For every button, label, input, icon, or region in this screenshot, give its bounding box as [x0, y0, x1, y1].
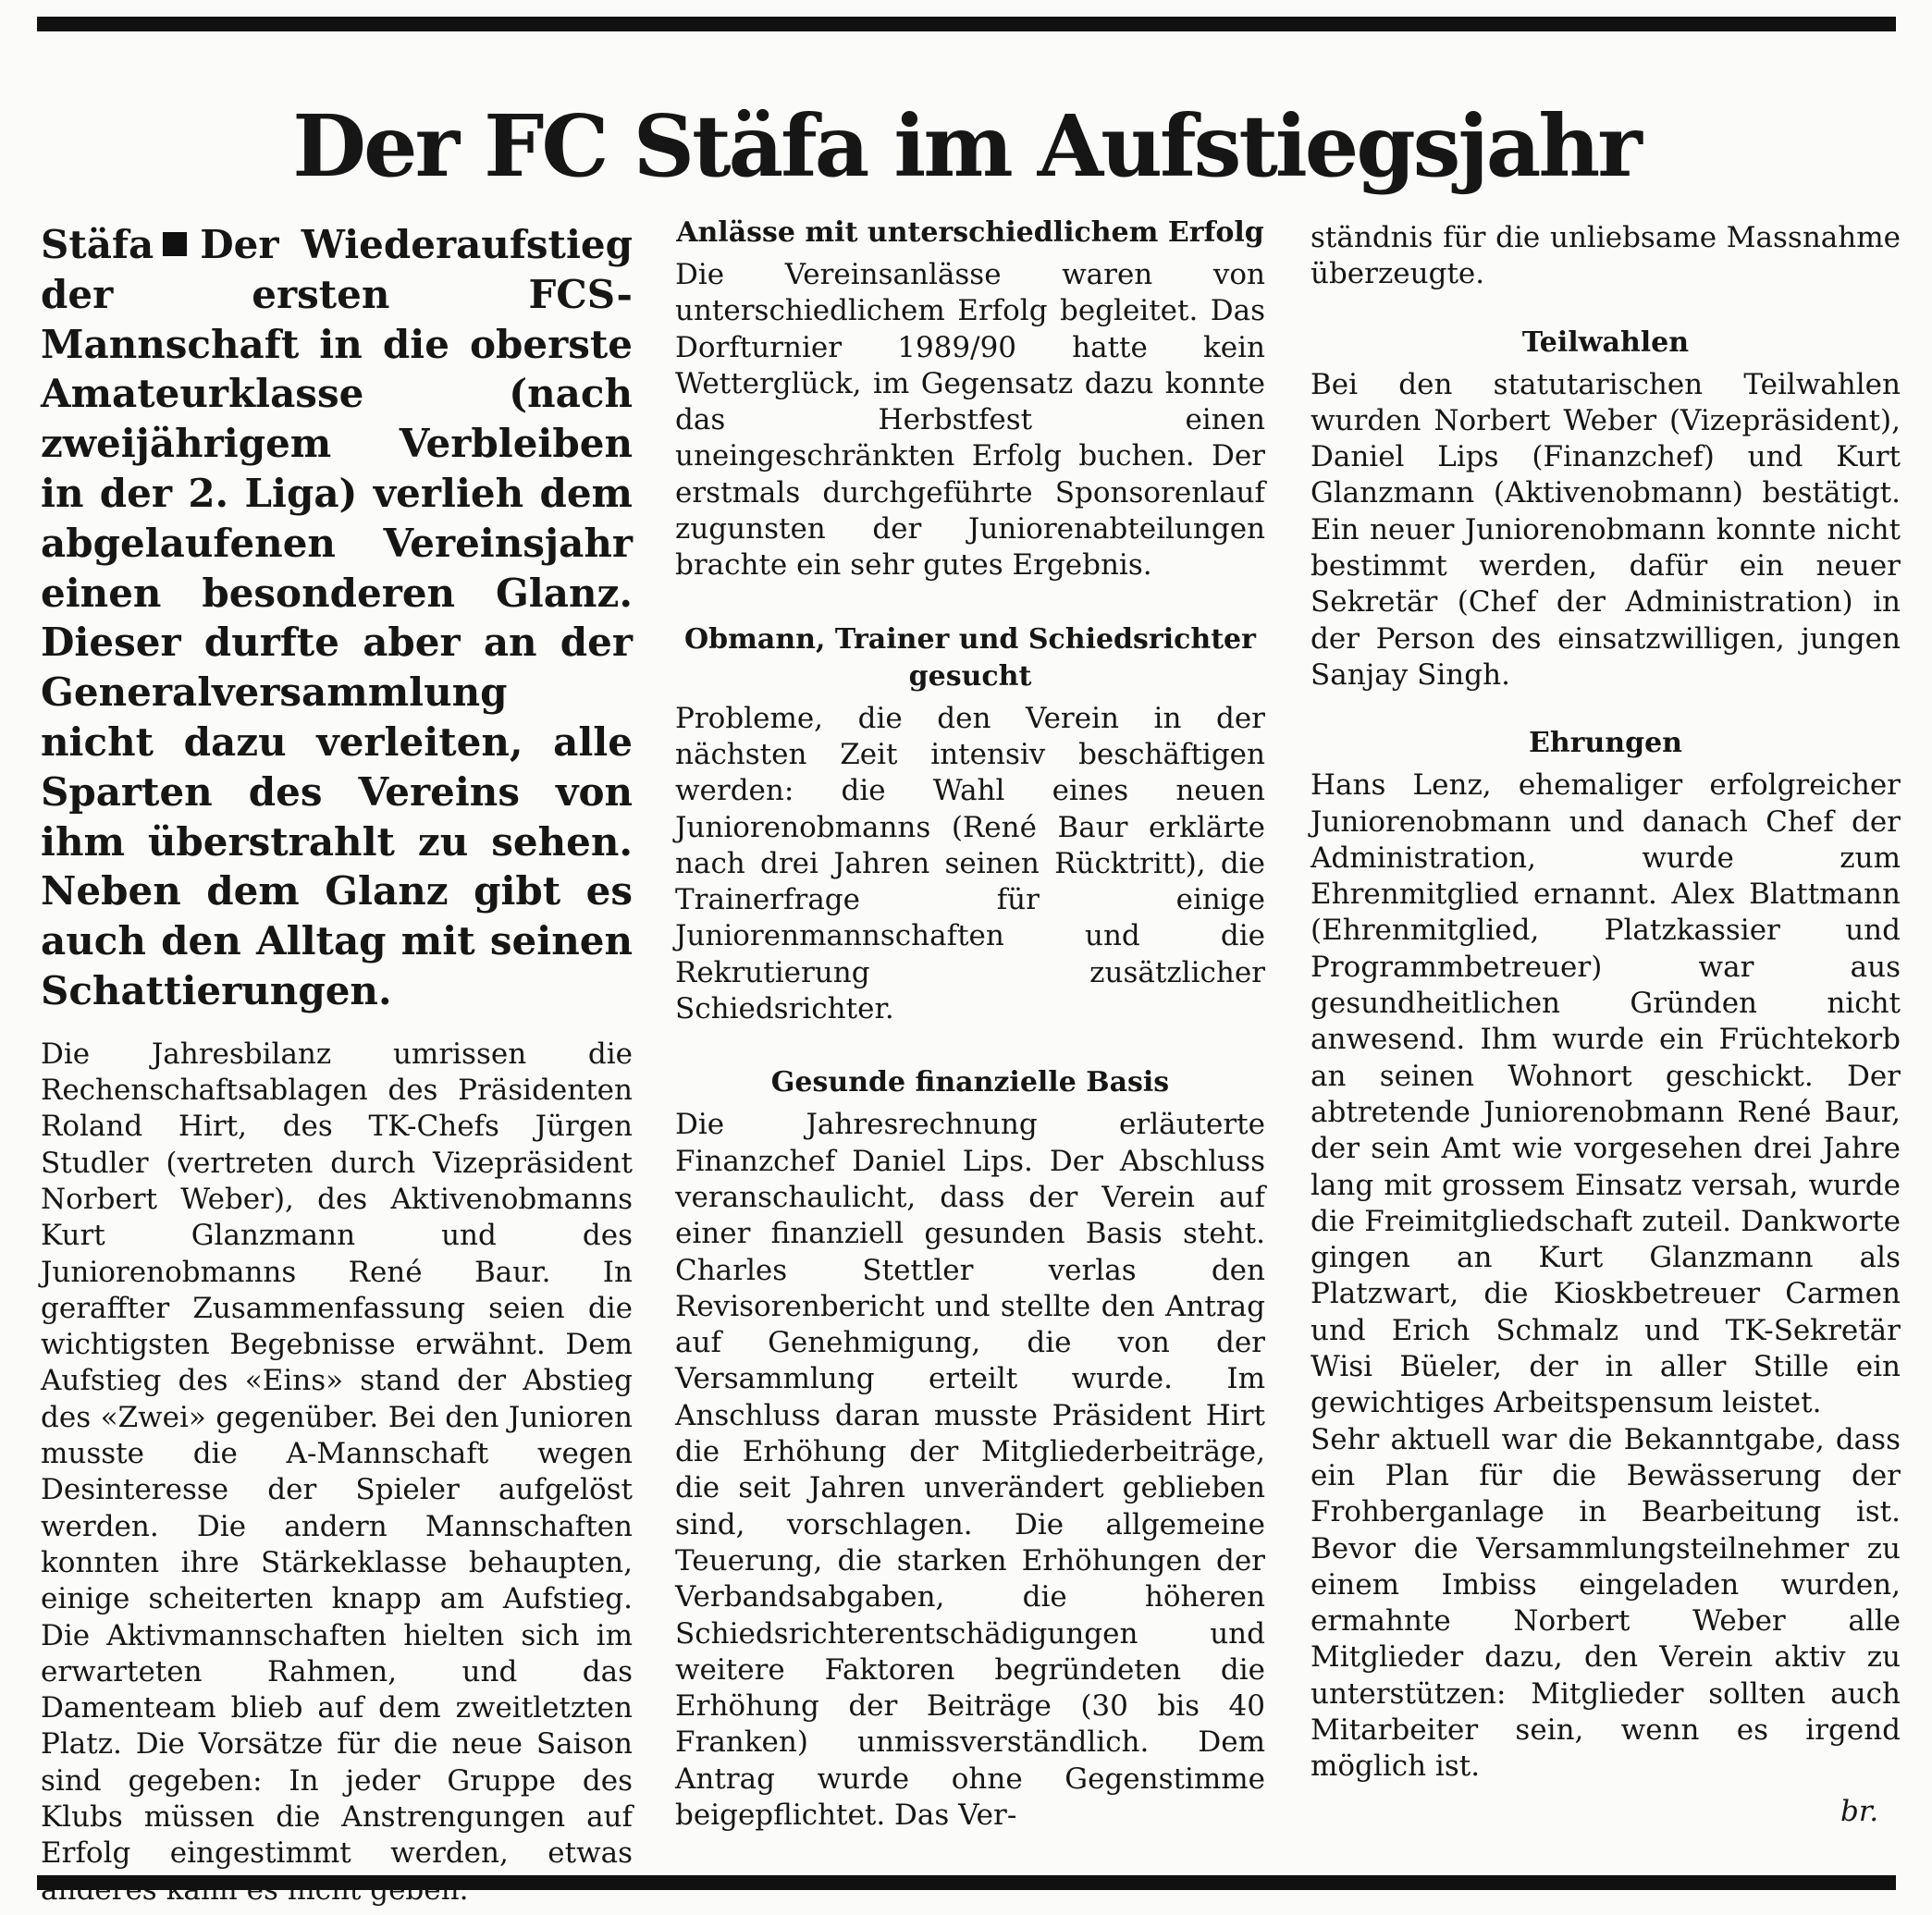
headline: Der FC Stäfa im Aufstiegsjahr: [292, 96, 1640, 196]
heading-finanzen: Gesunde finanzielle Basis: [770, 1066, 1170, 1099]
body-teilwahlen: Bei den statutarischen Teilwahlen wurden Norbert Weber (Vizepräsident), Daniel Lips (Finanzchef) und Kurt Glanzmann (Aktivenobmann) bestätigt. Ein neuer Juniorenobmann konnte nicht bestimmt werden, dafür ein neuer Sekretär (Chef der Administration) in der Person des einsatzwilligen, jungen Sanjay Singh.: [1311, 367, 1901, 692]
heading-teilwahlen: Teilwahlen: [1521, 325, 1690, 359]
bottom-rule: [37, 1875, 1896, 1890]
lead-place: Stäfa: [41, 222, 154, 267]
lead-paragraph: [41, 220, 633, 1016]
top-rule: [37, 17, 1896, 31]
square-bullet-icon: [163, 232, 187, 256]
body-ehrungen: Hans Lenz, ehemaliger erfolgreicher Juniorenobmann und danach Chef der Administration, wurde zum Ehrenmitglied ernannt. Alex Blattmann (Ehrenmitglied, Platzkassier und Programmbetreuer) war aus gesundheitlichen Gründen nicht anwesend. Ihm wurde ein Früchtekorb an seinen Wohnort geschickt. Der abtretende Juniorenobmann René Baur, der sein Amt wie vorgesehen drei Jahre lang mit grossem Einsatz versah, wurde die Freimitgliedschaft zuteil. Dankworte gingen an Kurt Glanzmann als Platzwart, die Kioskbetreuer Carmen und Erich Schmalz und TK-Sekretär Wisi Büeler, der in aller Stille ein gewichtiges Arbeitspensum leistet.: [1311, 768, 1901, 1420]
body-anlaesse: Die Vereinsanlässe waren von unterschiedlichem Erfolg begleitet. Das Dorfturnier 1989/90 hatte kein Wetterglück, im Gegensatz dazu konnte das Herbstfest einen uneingeschränkten Erfolg buchen. Der erstmals durchgeführte Sponsorenlauf zugunsten der Juniorenabteilungen brachte ein sehr gutes Ergebnis.: [675, 258, 1265, 583]
body-finanzen-part1: Die Jahresrechnung erläuterte Finanzchef Daniel Lips. Der Abschluss veranschaulicht, dass der Verein auf einer finanziell gesunden Basis steht. Charles Stettler verlas den Revisorenbericht und stellte den Antrag auf Genehmigung, die von der Versammlung erteilt wurde. Im Anschluss daran musste Präsident Hirt die Erhöhung der Mitgliederbeiträge, die seit Jahren unverändert geblieben sind, vorschlagen. Die allgemeine Teuerung, die starken Erhöhungen der Verbandsabgaben, die höheren Schiedsrichterentschädigungen und weitere Faktoren begründeten die Erhöhung der Beiträge (30 bis 40 Franken) unmissverständlich. Dem Antrag wurde ohne Gegenstimme beigepflichtet. Das Ver-: [675, 1108, 1265, 1832]
heading-anlaesse: Anlässe mit unterschiedlichem Erfolg: [676, 216, 1264, 249]
heading-ehrungen: Ehrungen: [1529, 727, 1682, 760]
body-obmann: Probleme, die den Verein in der nächsten Zeit intensiv beschäftigen werden: die Wahl eines neuen Juniorenobmanns (René Baur erklärte nach drei Jahren seinen Rücktritt), die Trainerfrage für einige Juniorenmannschaften und die Rekrutierung zusätzlicher Schiedsrichter.: [675, 701, 1265, 1026]
lead-text: Der Wiederaufstieg der ersten FCS-Mannschaft in die oberste Amateurklasse (nach zweijährigem Verbleiben in der 2. Liga) verlieh dem abgelaufenen Vereinsjahr einen besonderen Glanz. Dieser durfte aber an der Generalversammlung nicht dazu verleiten, alle Sparten des Vereins von ihm überstrahlt zu sehen. Neben dem Glanz gibt es auch den Alltag mit seinen Schattierungen.: [41, 222, 633, 1013]
column-1: [41, 220, 633, 1909]
body-finanzen-part2: ständnis für die unliebsame Massnahme überzeugte.: [1311, 221, 1901, 291]
heading-obmann: Obmann, Trainer und Schiedsrichter gesucht: [684, 622, 1256, 693]
intro-body: Die Jahresbilanz umrissen die Rechenschaftsablagen des Präsidenten Roland Hirt, des TK-Chefs Jürgen Studler (vertreten durch Vizepräsident Norbert Weber), des Aktivenobmanns Kurt Glanzmann und des Juniorenobmanns René Baur. In geraffter Zusammenfassung seien die wichtigsten Begebnisse erwähnt. Dem Aufstieg des «Eins» stand der Abstieg des «Zwei» gegenüber. Bei den Junioren musste die A-Mannschaft wegen Desinteresse der Spieler aufgelöst werden. Die andern Mannschaften konnten ihre Stärkeklasse behaupten, einige scheiterten knapp am Aufstieg. Die Aktivmannschaften hielten sich im erwarteten Rahmen, und das Damenteam blieb auf dem zweitletzten Platz. Die Vorsätze für die neue Saison sind gegeben: In jeder Gruppe des Klubs müssen die Anstrengungen auf Erfolg eingestimmt werden, etwas: [41, 1037, 633, 1871]
byline: br.: [1840, 1795, 1879, 1828]
column-2: [675, 216, 1265, 1834]
column-3: [1311, 220, 1901, 1786]
body-closing: Sehr aktuell war die Bekanntgabe, dass ein Plan für die Bewässerung der Frohberganlage in Bearbeitung ist. Bevor die Versammlungsteilnehmer zu einem Imbiss eingeladen wurden, ermahnte Norbert Weber alle Mitglieder dazu, den Verein aktiv zu unterstützen: Mitglieder sollten auch Mitarbeiter sein, wenn es irgend möglich ist.: [1311, 1422, 1901, 1784]
